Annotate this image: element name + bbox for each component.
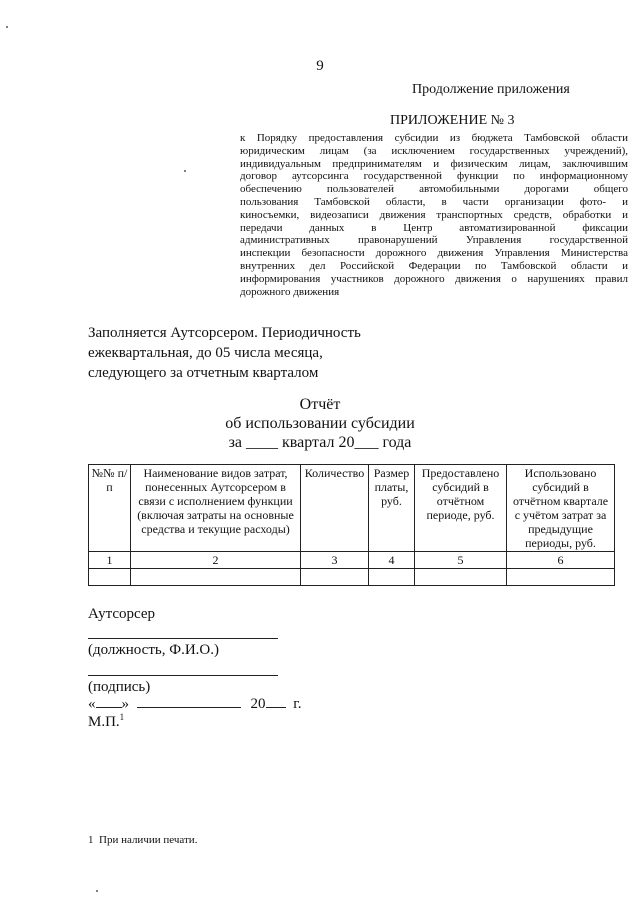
continuation-label: Продолжение приложения bbox=[412, 82, 570, 97]
footnote-mark: 1 bbox=[88, 834, 94, 846]
appendix-line: внутренних дел Российской Федерации по Тамбовской области и bbox=[240, 259, 628, 272]
footnote bbox=[88, 834, 197, 846]
table-header-row bbox=[89, 465, 615, 552]
header-cell: Предоставлено субсидий в отчётном периоде, руб. bbox=[415, 465, 507, 552]
day-blank[interactable] bbox=[96, 695, 122, 708]
appendix-line: индивидуальным предпринимателям и физическим лицам, заключившим bbox=[240, 157, 628, 170]
report-title bbox=[0, 395, 640, 452]
report-title-line: об использовании субсидии bbox=[225, 415, 415, 432]
year-blank[interactable] bbox=[266, 695, 286, 708]
report-title-line: Отчёт bbox=[299, 396, 341, 413]
appendix-line: киносъемки, видеозаписи движения транспортных средств, обработки и bbox=[240, 208, 628, 221]
header-cell: Использовано субсидий в отчётном квартале с учётом затрат за предыдущие периоды, руб. bbox=[507, 465, 615, 552]
date-open-quote: « bbox=[88, 696, 96, 712]
table-cell[interactable] bbox=[507, 569, 615, 586]
footnote-text: При наличии печати. bbox=[99, 834, 198, 846]
report-title-line: за ____ квартал 20___ года bbox=[228, 434, 412, 451]
table-cell[interactable] bbox=[301, 569, 369, 586]
fill-instructions bbox=[88, 323, 361, 383]
column-number: 3 bbox=[301, 552, 369, 569]
table-row bbox=[89, 569, 615, 586]
column-number-row bbox=[89, 552, 615, 569]
appendix-line: информирования участников дорожного движения о нарушениях правил bbox=[240, 272, 628, 285]
stamp-text: М.П. bbox=[88, 714, 120, 730]
year-prefix: 20 bbox=[250, 696, 266, 712]
column-number: 1 bbox=[89, 552, 131, 569]
header-cell: Наименование видов затрат, понесенных Аутсорсером в связи с исполнением функции (включая затраты на основные средства и текущие расходы) bbox=[131, 465, 301, 552]
page-number: 9 bbox=[316, 58, 324, 74]
table-cell[interactable] bbox=[89, 569, 131, 586]
header-cell: Размер платы, руб. bbox=[369, 465, 415, 552]
table-cell[interactable] bbox=[131, 569, 301, 586]
year-suffix: г. bbox=[293, 696, 302, 712]
stamp-label bbox=[88, 712, 124, 731]
appendix-line: пользования Тамбовской области, в части организации фото- и bbox=[240, 195, 628, 208]
appendix-line: договор аутсорсинга государственной функции по информационному bbox=[240, 170, 628, 183]
appendix-title: ПРИЛОЖЕНИЕ № 3 bbox=[390, 113, 515, 128]
column-number: 5 bbox=[415, 552, 507, 569]
appendix-line: к Порядку предоставления субсидии из бюджета Тамбовской области bbox=[240, 132, 628, 144]
date-close-quote: » bbox=[121, 696, 129, 712]
position-line bbox=[88, 638, 278, 639]
appendix-line: инспекции безопасности дорожного движения Управления Министерства bbox=[240, 247, 628, 260]
signature-line bbox=[88, 675, 278, 676]
table-cell[interactable] bbox=[369, 569, 415, 586]
column-number: 2 bbox=[131, 552, 301, 569]
header-cell: №№ п/п bbox=[89, 465, 131, 552]
date-line bbox=[88, 695, 301, 713]
appendix-line: обеспечению пользователей автомобильными дорогами общего bbox=[240, 183, 628, 196]
table-cell[interactable] bbox=[415, 569, 507, 586]
stamp-footnote-mark: 1 bbox=[119, 712, 125, 722]
month-blank[interactable] bbox=[137, 695, 241, 708]
appendix-line: передачи данных в Центр автоматизированной фиксации bbox=[240, 221, 628, 234]
appendix-line: административных правонарушений Управления государственной bbox=[240, 234, 628, 247]
appendix-line: дорожного движения bbox=[240, 285, 340, 298]
scan-dot bbox=[96, 890, 98, 892]
appendix-description bbox=[240, 132, 628, 298]
fill-note-line: ежеквартальная, до 05 числа месяца, bbox=[88, 345, 323, 361]
scan-dot bbox=[184, 170, 186, 172]
fill-note-line: Заполняется Аутсорсером. Периодичность bbox=[88, 325, 361, 341]
subsidy-report-table bbox=[88, 464, 615, 586]
appendix-line: юридическим лицам (за исключением государственных учреждений), bbox=[240, 144, 628, 157]
header-cell: Количество bbox=[301, 465, 369, 552]
signature-caption: (подпись) bbox=[88, 679, 151, 695]
column-number: 4 bbox=[369, 552, 415, 569]
scan-dot bbox=[6, 26, 8, 28]
fill-note-line: следующего за отчетным кварталом bbox=[88, 365, 319, 381]
outsourcer-label: Аутсорсер bbox=[88, 606, 155, 622]
position-caption: (должность, Ф.И.О.) bbox=[88, 642, 219, 658]
column-number: 6 bbox=[507, 552, 615, 569]
